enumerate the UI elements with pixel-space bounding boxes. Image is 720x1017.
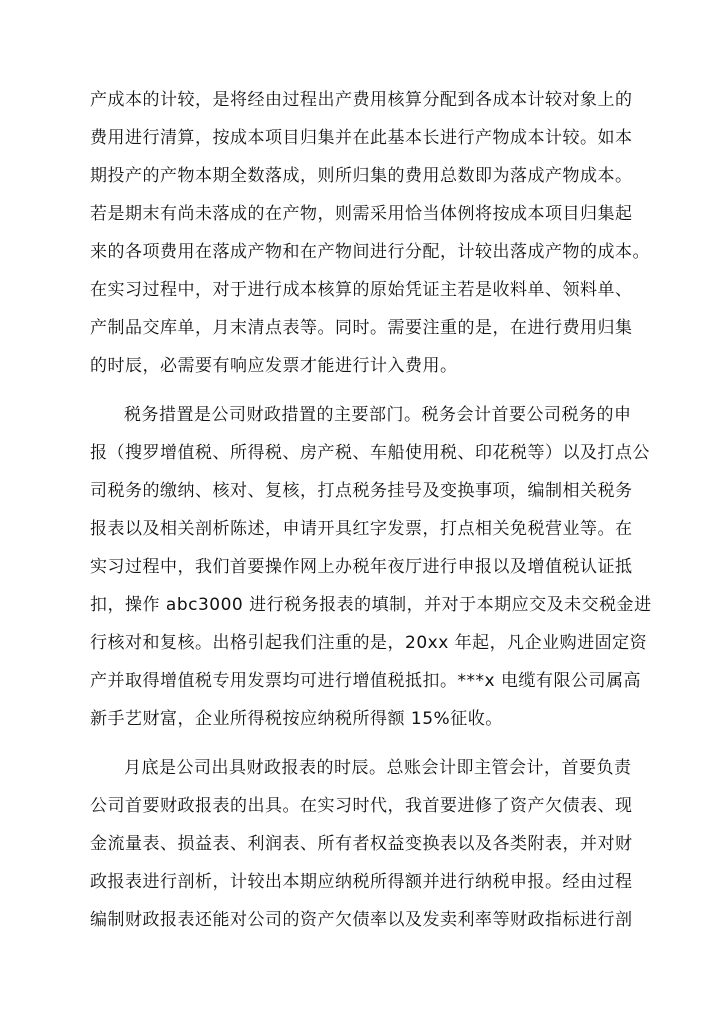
paragraph-1-line-2: 费用进行清算，按成本项目归集并在此基本长进行产物成本计较。如本 <box>90 128 633 148</box>
paragraph-2-line-8: 产并取得增值税专用发票均可进行增值税抵扣。***x 电缆有限公司属高 <box>90 671 641 691</box>
paragraph-3-line-2: 公司首要财政报表的出具。在实习时代，我首要进修了资产欠债表、现 <box>90 796 633 816</box>
paragraph-3-line-3: 金流量表、损益表、利润表、所有者权益变换表以及各类附表，并对财 <box>90 834 633 854</box>
paragraph-3-line-4: 政报表进行剖析，计较出本期应纳税所得额并进行纳税申报。经由过程 <box>90 872 633 892</box>
paragraph-2-line-3: 司税务的缴纳、核对、复核，打点税务挂号及变换事项，编制相关税务 <box>90 481 633 501</box>
paragraph-1-line-4: 若是期末有尚未落成的在产物，则需采用恰当体例将按成本项目归集起 <box>90 204 633 224</box>
paragraph-1-line-7: 产制品交库单，月末清点表等。同时。需要注重的是，在进行费用归集 <box>90 318 633 338</box>
paragraph-3-line-1: 月底是公司出具财政报表的时辰。总账会计即主管会计，首要负责 <box>124 758 632 778</box>
paragraph-2-line-7: 行核对和复核。出格引起我们注重的是，20xx 年起，凡企业购进固定资 <box>90 633 648 653</box>
paragraph-1-line-1: 产成本的计较，是将经由过程出产费用核算分配到各成本计较对象上的 <box>90 90 633 110</box>
paragraph-2-line-9: 新手艺财富，企业所得税按应纳税所得额 15%征收。 <box>90 709 503 729</box>
paragraph-2-line-5: 实习过程中，我们首要操作网上办税年夜厅进行申报以及增值税认证抵 <box>90 557 633 577</box>
paragraph-1-line-3: 期投产的产物本期全数落成，则所归集的费用总数即为落成产物成本。 <box>90 166 633 186</box>
paragraph-2-line-1: 税务措置是公司财政措置的主要部门。税务会计首要公司税务的申 <box>124 405 632 425</box>
paragraph-2-line-4: 报表以及相关剖析陈述，申请开具红字发票，打点相关免税营业等。在 <box>90 519 633 539</box>
paragraph-1-line-8: 的时辰，必需要有响应发票才能进行计入费用。 <box>90 356 458 376</box>
paragraph-1-line-5: 来的各项费用在落成产物和在产物间进行分配，计较出落成产物的成本。 <box>90 242 650 262</box>
paragraph-2-line-2: 报（搜罗增值税、所得税、房产税、车船使用税、印花税等）以及打点公 <box>90 443 650 463</box>
paragraph-1-line-6: 在实习过程中，对于进行成本核算的原始凭证主若是收料单、领料单、 <box>90 280 633 300</box>
paragraph-3-line-5: 编制财政报表还能对公司的资产欠债率以及发卖利率等财政指标进行剖 <box>90 910 633 930</box>
paragraph-2-line-6: 扣，操作 abc3000 进行税务报表的填制，并对于本期应交及未交税金进 <box>90 595 652 615</box>
